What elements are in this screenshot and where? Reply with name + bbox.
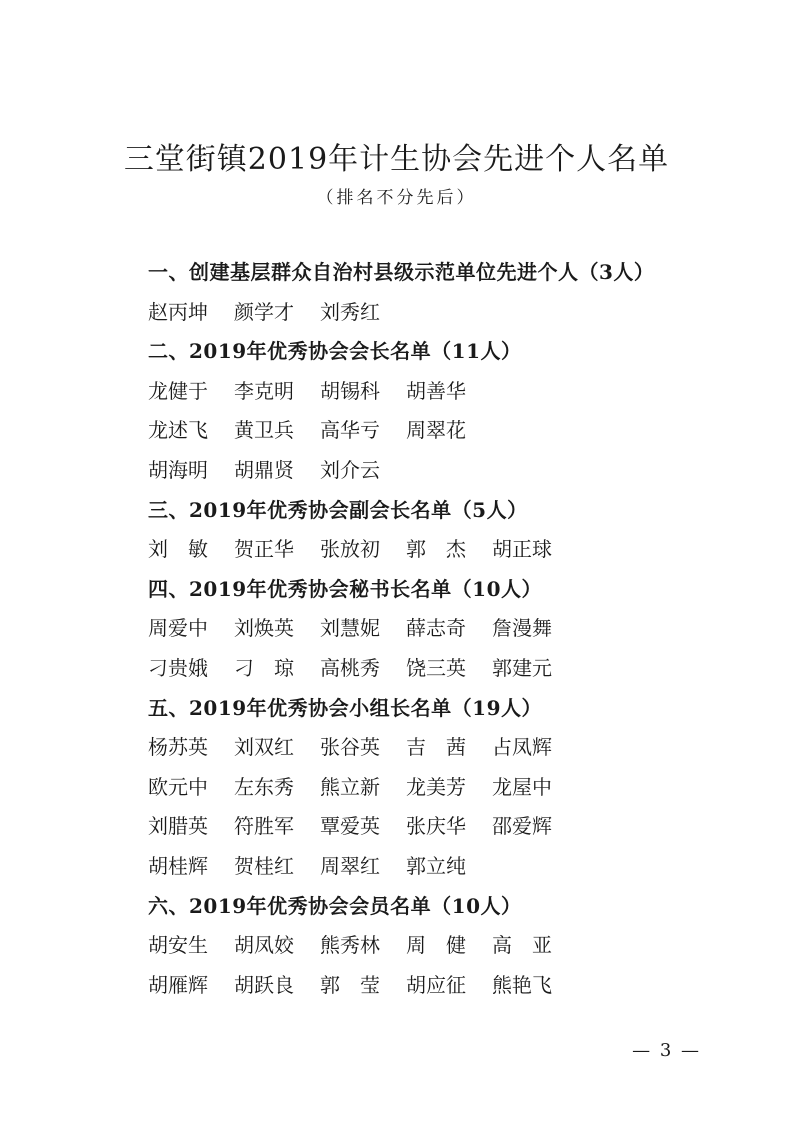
person-name <box>492 728 578 768</box>
person-name-text: 邵爱辉 <box>492 814 552 839</box>
person-name <box>148 411 234 451</box>
person-name <box>406 609 492 649</box>
person-name-text: 贺桂红 <box>234 853 294 878</box>
person-name-text: 郭 莹 <box>320 972 380 997</box>
person-name-text: 刁 琼 <box>234 655 294 680</box>
person-name <box>148 451 234 491</box>
person-name <box>406 966 492 1006</box>
person-name-text: 高华亏 <box>320 418 380 443</box>
person-name-text: 覃爱英 <box>320 814 380 839</box>
name-row <box>148 768 708 808</box>
person-name-text: 胡桂辉 <box>148 853 208 878</box>
person-name <box>320 372 406 412</box>
person-name <box>320 807 406 847</box>
person-name-text: 龙美芳 <box>406 774 466 799</box>
person-name-text: 赵丙坤 <box>148 299 208 324</box>
person-name-text: 龙屋中 <box>492 774 552 799</box>
person-name-text: 龙述飞 <box>148 418 208 443</box>
person-name-text: 郭建元 <box>492 655 552 680</box>
person-name-text: 周 健 <box>406 933 466 958</box>
person-name-text: 张庆华 <box>406 814 466 839</box>
person-name <box>406 728 492 768</box>
person-name-text: 刘焕英 <box>234 616 294 641</box>
person-name <box>492 609 578 649</box>
person-name-text: 胡鼎贤 <box>234 457 294 482</box>
person-name-text: 刘慧妮 <box>320 616 380 641</box>
person-name-text: 贺正华 <box>234 537 294 562</box>
person-name-text: 龙健于 <box>148 378 208 403</box>
person-name <box>406 807 492 847</box>
person-name-text: 高桃秀 <box>320 655 380 680</box>
person-name-text: 李克明 <box>234 378 294 403</box>
person-name <box>148 807 234 847</box>
person-name <box>234 847 320 887</box>
person-name <box>148 768 234 808</box>
person-name-text: 张谷英 <box>320 735 380 760</box>
person-name-text: 黄卫兵 <box>234 418 294 443</box>
person-name <box>406 649 492 689</box>
person-name <box>148 728 234 768</box>
name-row <box>148 728 708 768</box>
person-name-text: 薛志奇 <box>406 616 466 641</box>
person-name-text: 符胜军 <box>234 814 294 839</box>
person-name <box>148 847 234 887</box>
person-name <box>492 530 578 570</box>
person-name <box>234 372 320 412</box>
page-subtitle: （排名不分先后） <box>316 188 477 208</box>
person-name-text: 詹漫舞 <box>492 616 552 641</box>
person-name <box>492 768 578 808</box>
person-name <box>406 411 492 451</box>
person-name <box>492 649 578 689</box>
person-name-text: 杨苏英 <box>148 735 208 760</box>
person-name-text: 胡雁辉 <box>148 972 208 997</box>
person-name-text: 刘腊英 <box>148 814 208 839</box>
list-content <box>148 253 708 1005</box>
person-name <box>234 966 320 1006</box>
section-heading: 一、创建基层群众自治村县级示范单位先进个人（3人） <box>148 260 655 284</box>
person-name <box>320 451 406 491</box>
person-name-text: 吉 茜 <box>406 735 466 760</box>
person-name-text: 胡安生 <box>148 933 208 958</box>
name-row <box>148 411 708 451</box>
person-name-text: 胡海明 <box>148 457 208 482</box>
person-name <box>234 451 320 491</box>
person-name-text: 刘秀红 <box>320 299 380 324</box>
person-name <box>320 293 406 333</box>
person-name <box>234 768 320 808</box>
person-name <box>234 293 320 333</box>
person-name <box>320 926 406 966</box>
person-name-text: 熊秀林 <box>320 933 380 958</box>
name-row <box>148 451 708 491</box>
name-row <box>148 966 708 1006</box>
name-row <box>148 530 708 570</box>
person-name-text: 熊立新 <box>320 774 380 799</box>
section-heading: 三、2019年优秀协会副会长名单（5人） <box>148 497 528 522</box>
person-name-text: 熊艳飞 <box>492 972 552 997</box>
person-name <box>234 807 320 847</box>
section-heading: 五、2019年优秀协会小组长名单（19人） <box>148 695 542 720</box>
person-name <box>320 609 406 649</box>
person-name <box>148 926 234 966</box>
person-name-text: 郭立纯 <box>406 853 466 878</box>
person-name-text: 郭 杰 <box>406 537 466 562</box>
person-name <box>234 609 320 649</box>
person-name-text: 胡跃良 <box>234 972 294 997</box>
person-name <box>148 372 234 412</box>
person-name-text: 刘介云 <box>320 457 380 482</box>
person-name <box>406 926 492 966</box>
person-name <box>492 966 578 1006</box>
person-name <box>320 847 406 887</box>
person-name-text: 左东秀 <box>234 774 294 799</box>
name-row <box>148 807 708 847</box>
person-name-text: 周翠花 <box>406 418 466 443</box>
person-name-text: 胡锡科 <box>320 378 380 403</box>
person-name <box>320 966 406 1006</box>
person-name-text: 刘双红 <box>234 735 294 760</box>
person-name-text: 饶三英 <box>406 655 466 680</box>
person-name-text: 胡凤姣 <box>234 933 294 958</box>
person-name <box>492 807 578 847</box>
person-name <box>148 293 234 333</box>
person-name-text: 周翠红 <box>320 853 380 878</box>
person-name <box>234 728 320 768</box>
person-name <box>234 411 320 451</box>
person-name <box>406 372 492 412</box>
person-name <box>492 926 578 966</box>
person-name <box>148 530 234 570</box>
person-name <box>234 530 320 570</box>
person-name <box>320 411 406 451</box>
page-title: 三堂街镇2019年计生协会先进个人名单 <box>123 142 670 177</box>
person-name <box>406 847 492 887</box>
person-name-text: 欧元中 <box>148 774 208 799</box>
person-name-text: 高 亚 <box>492 933 552 958</box>
person-name <box>234 926 320 966</box>
person-name-text: 颜学才 <box>234 299 294 324</box>
person-name <box>406 768 492 808</box>
person-name <box>406 530 492 570</box>
section-heading: 六、2019年优秀协会会员名单（10人） <box>148 893 522 918</box>
person-name-text: 刘 敏 <box>148 537 208 562</box>
name-row <box>148 372 708 412</box>
person-name <box>320 768 406 808</box>
section-heading: 二、2019年优秀协会会长名单（11人） <box>148 339 522 364</box>
person-name <box>320 649 406 689</box>
person-name <box>148 649 234 689</box>
name-row <box>148 926 708 966</box>
person-name <box>148 966 234 1006</box>
person-name <box>320 728 406 768</box>
person-name <box>320 530 406 570</box>
name-row <box>148 293 708 333</box>
section-heading: 四、2019年优秀协会秘书长名单（10人） <box>148 576 542 601</box>
name-row <box>148 847 708 887</box>
name-row <box>148 649 708 689</box>
person-name-text: 刁贵娥 <box>148 655 208 680</box>
person-name <box>148 609 234 649</box>
person-name-text: 张放初 <box>320 537 380 562</box>
person-name-text: 占凤辉 <box>492 735 552 760</box>
page-number: — 3 — <box>632 1040 701 1061</box>
person-name-text: 周爱中 <box>148 616 208 641</box>
person-name-text: 胡应征 <box>406 972 466 997</box>
name-row <box>148 609 708 649</box>
person-name-text: 胡正球 <box>492 537 552 562</box>
person-name <box>234 649 320 689</box>
person-name-text: 胡善华 <box>406 378 466 403</box>
